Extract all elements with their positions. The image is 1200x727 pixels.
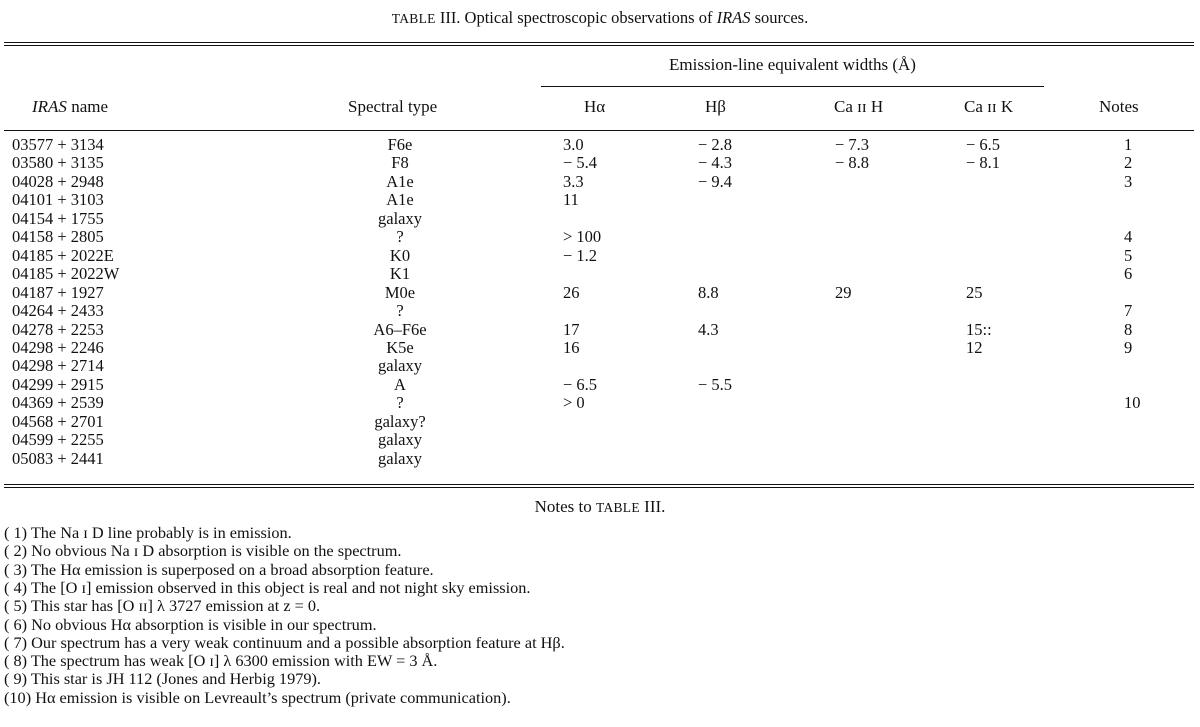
- notes-title-table-word: TABLE: [595, 500, 640, 515]
- ca-k-cell: 25: [966, 282, 983, 302]
- halpha-cell: 3.0: [563, 135, 584, 154]
- notes-cell: 7: [1124, 301, 1133, 321]
- header-iras-name: [32, 97, 108, 117]
- note-item: ( 1) The Na ɪ D line probably is in emission.: [4, 523, 292, 542]
- notes-title-prefix: Notes to: [534, 497, 592, 516]
- iras-name-cell: 04187 + 1927: [12, 282, 104, 302]
- header-hbeta: Hβ: [705, 97, 726, 116]
- notes-cell: 6: [1124, 264, 1133, 284]
- table-row: [0, 431, 1200, 450]
- notes-cell: 1: [1124, 135, 1133, 154]
- header-notes: Notes: [1099, 97, 1139, 116]
- table-row: [0, 173, 1200, 192]
- hbeta-cell: 4.3: [698, 319, 719, 339]
- iras-name-cell: 04299 + 2915: [12, 374, 104, 394]
- halpha-cell: − 1.2: [563, 245, 598, 265]
- note-item: ( 8) The spectrum has weak [O ɪ] λ 6300 emission with EW = 3 Å.: [4, 651, 438, 671]
- note-item: ( 5) This star has [O ɪɪ] λ 3727 emission at z = 0.: [4, 596, 321, 616]
- iras-name-cell: 04599 + 2255: [12, 430, 104, 450]
- notes-title: [0, 497, 1200, 517]
- hbeta-cell: 8.8: [698, 282, 719, 302]
- hbeta-cell: − 9.4: [698, 171, 733, 191]
- ca-k-cell: − 8.1: [966, 153, 1001, 173]
- table-row: [0, 321, 1200, 340]
- note-item: (10) Hα emission is visible on Levreault’s spectrum (private communication).: [4, 687, 511, 707]
- halpha-cell: 16: [563, 337, 580, 357]
- header-spectral-type: Spectral type: [348, 97, 438, 116]
- note-item: ( 9) This star is JH 112 (Jones and Herbig 1979).: [4, 669, 321, 689]
- iras-name-cell: 04278 + 2253: [12, 319, 104, 339]
- table-caption: [0, 8, 1200, 28]
- table-row: [0, 450, 1200, 469]
- header-group-rule: [541, 86, 1044, 87]
- iras-name-cell: 04028 + 2948: [12, 171, 104, 191]
- caption-tail: sources.: [754, 8, 809, 27]
- ca-h-cell: − 7.3: [835, 135, 870, 154]
- table-row: [0, 228, 1200, 247]
- hbeta-cell: − 5.5: [698, 374, 733, 394]
- spectral-type-text: K0: [389, 245, 411, 265]
- notes-cell: 9: [1124, 337, 1133, 357]
- table-row: [0, 154, 1200, 173]
- halpha-cell: 26: [563, 282, 580, 302]
- spectral-type-text: K5e: [386, 337, 414, 357]
- ca-h-cell: 29: [835, 282, 852, 302]
- iras-name-cell: 04154 + 1755: [12, 208, 104, 228]
- halpha-cell: − 6.5: [563, 374, 598, 394]
- iras-name-cell: 03580 + 3135: [12, 153, 104, 173]
- iras-name-cell: 03577 + 3134: [12, 135, 104, 154]
- spectral-type-text: A1e: [386, 171, 414, 191]
- spectral-type-text: ?: [396, 301, 404, 321]
- halpha-cell: > 100: [563, 227, 602, 247]
- ca-k-cell: 12: [966, 337, 983, 357]
- header-iras-italic: IRAS: [32, 97, 67, 116]
- notes-cell: 5: [1124, 245, 1133, 265]
- spectral-type-text: F6e: [387, 135, 413, 154]
- note-item: ( 7) Our spectrum has a very weak continuum and a possible absorption feature at Hβ.: [4, 632, 565, 652]
- table-row: [0, 284, 1200, 303]
- note-item: ( 4) The [O ɪ] emission observed in this object is real and not night sky emission.: [4, 577, 531, 597]
- caption-table-word: TABLE: [391, 11, 436, 26]
- spectral-type-text: galaxy: [378, 430, 422, 450]
- iras-name-cell: 05083 + 2441: [12, 448, 104, 468]
- iras-name-cell: 04158 + 2805: [12, 227, 104, 247]
- iras-name-cell: 04264 + 2433: [12, 301, 104, 321]
- header-group-label: Emission-line equivalent widths (Å): [669, 55, 916, 74]
- table-row: [0, 302, 1200, 321]
- header-ca-h: Ca ɪɪ H: [834, 97, 884, 116]
- spectral-type-text: galaxy: [378, 208, 422, 228]
- iras-name-cell: 04185 + 2022W: [12, 264, 120, 284]
- caption-text: III. Optical spectroscopic observations of: [439, 8, 713, 27]
- header-halpha: Hα: [584, 97, 606, 116]
- ca-k-cell: − 6.5: [966, 135, 1001, 154]
- hbeta-cell: − 2.8: [698, 135, 733, 154]
- spectral-type-text: ?: [396, 227, 404, 247]
- halpha-cell: > 0: [563, 393, 585, 413]
- notes-cell: 10: [1124, 393, 1141, 413]
- notes-cell: 4: [1124, 227, 1133, 247]
- iras-name-cell: 04369 + 2539: [12, 393, 104, 413]
- notes-cell: 3: [1124, 171, 1133, 191]
- spectral-type-text: galaxy: [378, 448, 422, 468]
- note-item: ( 2) No obvious Na ɪ D absorption is visible on the spectrum.: [4, 541, 402, 561]
- table-row: [0, 376, 1200, 395]
- ca-h-cell: − 8.8: [835, 153, 870, 173]
- ca-k-cell: 15::: [966, 319, 992, 339]
- header-iras-rest: name: [71, 97, 109, 116]
- table-row: [0, 210, 1200, 229]
- notes-cell: 2: [1124, 153, 1133, 173]
- iras-name-cell: 04568 + 2701: [12, 411, 104, 431]
- table-row: [0, 339, 1200, 358]
- spectral-type-text: A1e: [386, 190, 414, 210]
- notes-cell: 8: [1124, 319, 1133, 339]
- spectral-type-text: K1: [389, 264, 411, 284]
- spectral-type-text: F8: [391, 153, 409, 173]
- spectral-type-text: A: [394, 374, 406, 394]
- halpha-cell: 11: [563, 190, 579, 210]
- spectral-type-text: M0e: [384, 282, 416, 302]
- table-row: [0, 191, 1200, 210]
- note-item: ( 3) The Hα emission is superposed on a broad absorption feature.: [4, 559, 434, 579]
- iras-name-cell: 04298 + 2246: [12, 337, 104, 357]
- caption-iras: IRAS: [716, 8, 751, 27]
- table-row: [0, 394, 1200, 413]
- iras-name-cell: 04298 + 2714: [12, 356, 104, 376]
- top-double-rule: [4, 42, 1194, 46]
- spectral-type-text: A6–F6e: [373, 319, 427, 339]
- note-item: ( 6) No obvious Hα absorption is visible in our spectrum.: [4, 614, 377, 634]
- spectral-type-text: ?: [396, 393, 404, 413]
- table-row: [0, 136, 1200, 155]
- halpha-cell: 3.3: [563, 171, 584, 191]
- bottom-double-rule: [4, 484, 1194, 488]
- iras-name-cell: 04101 + 3103: [12, 190, 104, 210]
- hbeta-cell: − 4.3: [698, 153, 733, 173]
- iras-name-cell: 04185 + 2022E: [12, 245, 114, 265]
- header-ca-k: Ca ɪɪ K: [964, 97, 1014, 116]
- table-row: [0, 357, 1200, 376]
- spectral-type-text: galaxy: [378, 356, 422, 376]
- table-row: [0, 413, 1200, 432]
- spectral-type-text: galaxy?: [374, 411, 426, 431]
- table-row: [0, 247, 1200, 266]
- halpha-cell: 17: [563, 319, 580, 339]
- table-row: [0, 265, 1200, 284]
- notes-title-number: III.: [644, 497, 666, 516]
- halpha-cell: − 5.4: [563, 153, 598, 173]
- header-rule: [4, 130, 1194, 131]
